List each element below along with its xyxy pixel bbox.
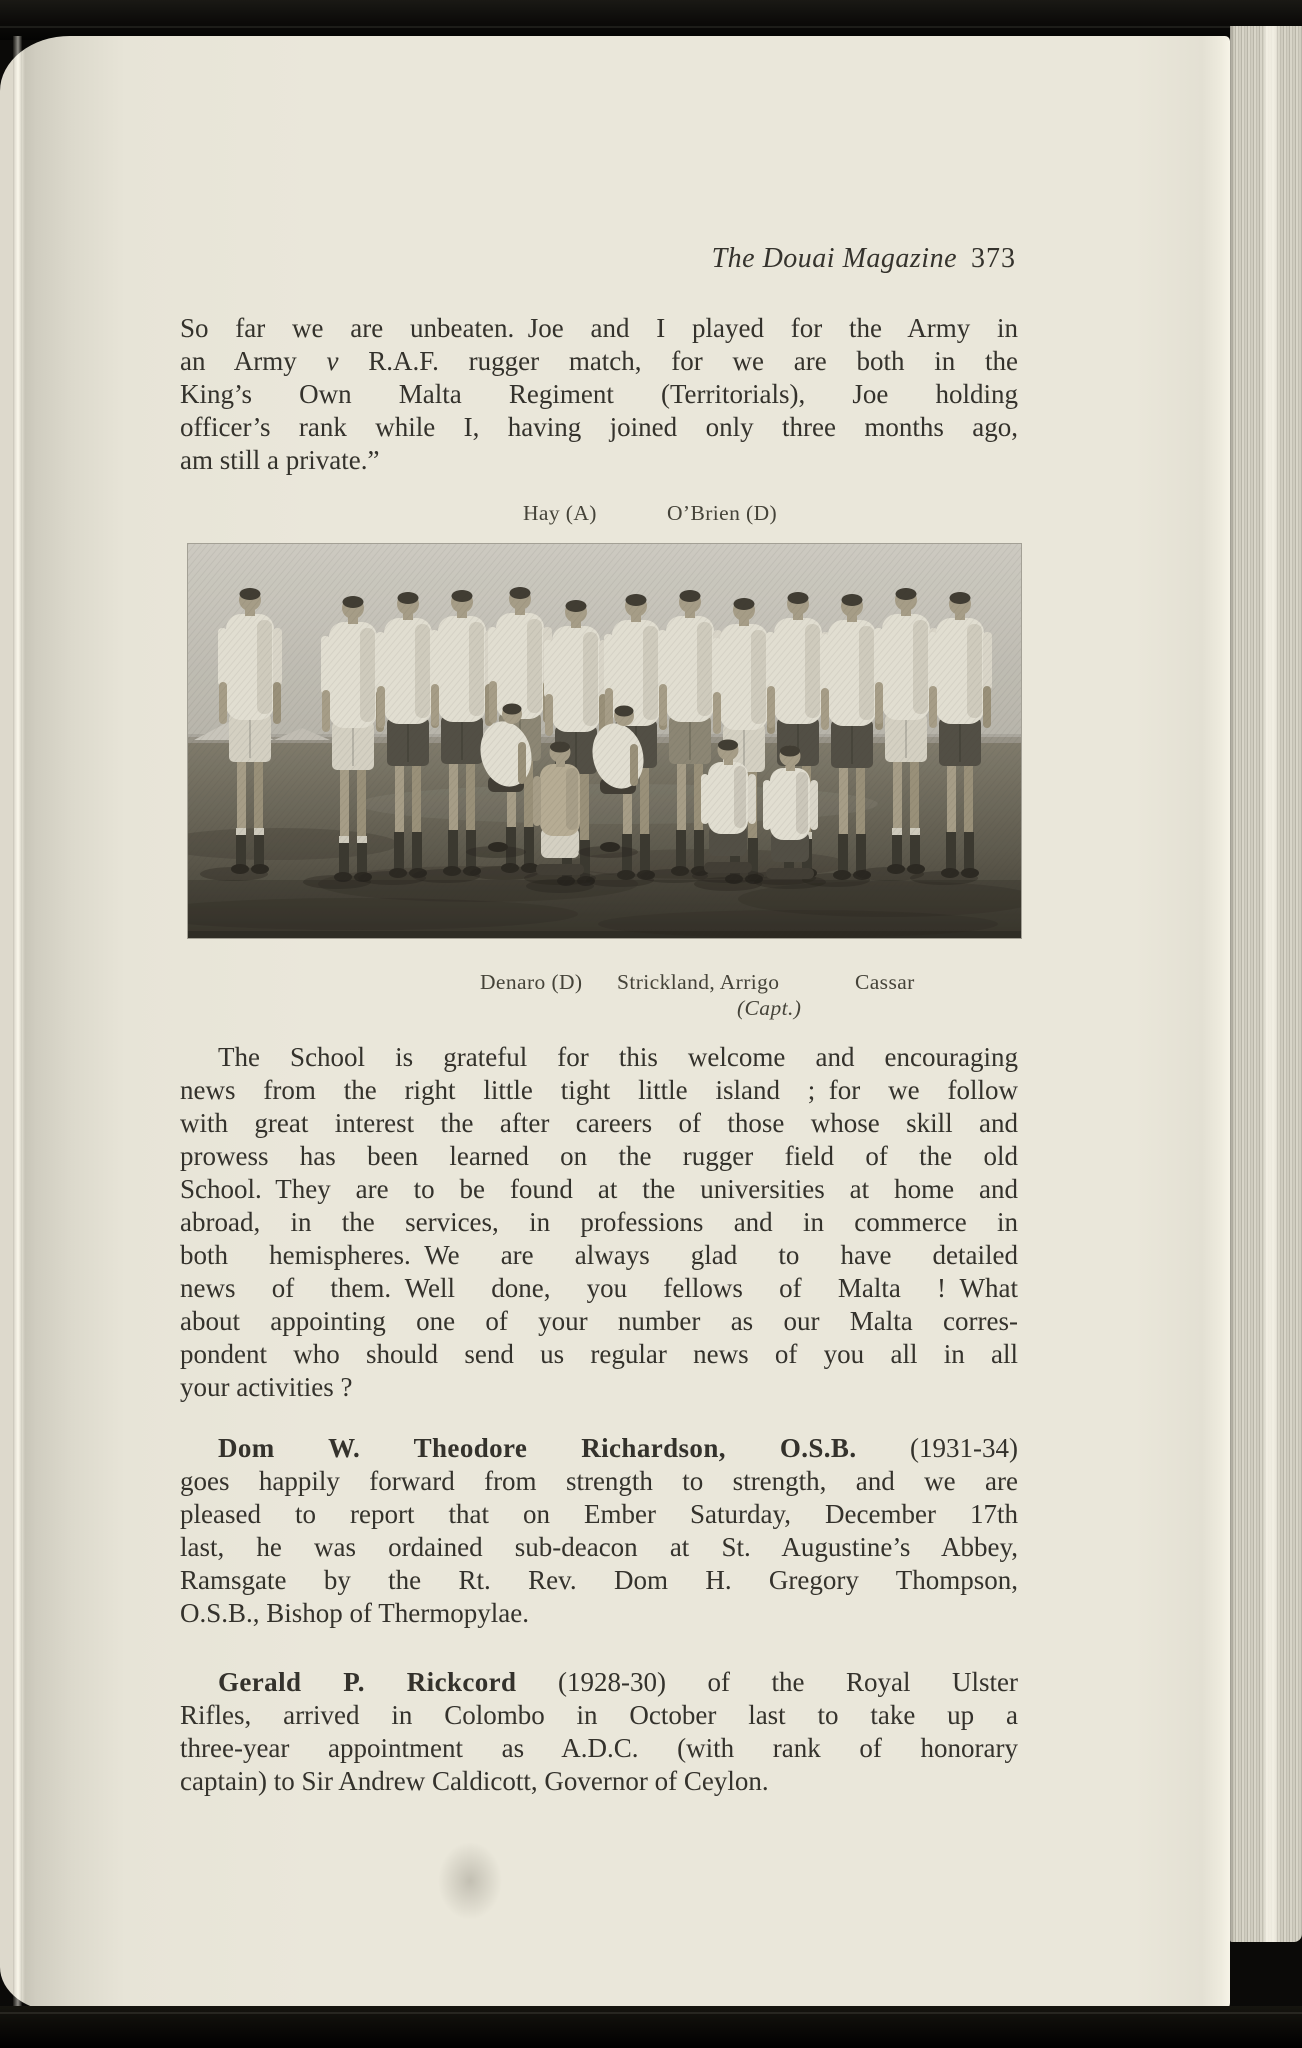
text-line: am still a private.” <box>180 445 380 475</box>
text-line: captain) to Sir Andrew Caldicott, Governor of Ceylon. <box>180 1766 769 1796</box>
text-line: three-year appointment as A.D.C. (with rank of honorary <box>180 1733 1018 1763</box>
text-line: pleased to report that on Ember Saturday, December 17th <box>180 1499 1018 1529</box>
text-line: School. They are to be found at the universities at home and <box>180 1174 1018 1204</box>
book-cover-bottom-edge <box>0 2006 1302 2048</box>
text-line: goes happily forward from strength to strength, and we are <box>180 1466 1018 1496</box>
text-line: The School is grateful for this welcome and encouraging <box>218 1042 1018 1072</box>
caption-player-hay: Hay (A) <box>523 501 597 525</box>
paragraph-rickcord <box>180 1666 1018 1798</box>
text-line: abroad, in the services, in professions and in commerce in <box>180 1207 1018 1237</box>
text-line: both hemispheres. We are always glad to have detailed <box>180 1240 1018 1270</box>
book-cover-top-edge <box>0 0 1302 40</box>
caption-player-denaro: Denaro (D) <box>480 970 583 994</box>
caption-player-cassar: Cassar <box>855 970 915 994</box>
text-line: an Army v R.A.F. rugger match, for we are both in the <box>180 346 1018 376</box>
text-line: prowess has been learned on the rugger field of the old <box>180 1141 1018 1171</box>
paragraph-richardson <box>180 1432 1018 1630</box>
text-line: news of them. Well done, you fellows of Malta ! What <box>180 1273 1018 1303</box>
caption-captain-note: (Capt.) <box>737 996 802 1020</box>
text-line: Gerald P. Rickcord (1928-30) of the Royal Ulster <box>218 1667 1019 1697</box>
text-line: with great interest the after careers of those whose skill and <box>180 1108 1018 1138</box>
page-number: 373 <box>971 243 1016 274</box>
running-header <box>180 242 1016 276</box>
text-line: news from the right little tight little island ; for we follow <box>180 1075 1018 1105</box>
text-line: Rifles, arrived in Colombo in October last to take up a <box>180 1700 1018 1730</box>
paragraph-letter-excerpt <box>180 312 1018 477</box>
text-line: Ramsgate by the Rt. Rev. Dom H. Gregory Thompson, <box>180 1565 1018 1595</box>
text-line: last, he was ordained sub-deacon at St. Augustine’s Abbey, <box>180 1532 1018 1562</box>
text-line: officer’s rank while I, having joined only three months ago, <box>180 412 1018 442</box>
fore-edge-page-stack <box>1230 26 1302 1942</box>
magazine-page <box>0 36 1230 2012</box>
paper-smudge <box>438 1842 502 1920</box>
caption-player-strickland-arrigo: Strickland, Arrigo <box>617 970 780 994</box>
text-line: O.S.B., Bishop of Thermopylae. <box>180 1598 529 1628</box>
text-line: your activities ? <box>180 1372 353 1402</box>
caption-player-obrien: O’Brien (D) <box>667 501 778 525</box>
team-photo <box>187 543 1022 939</box>
page-gutter-crease <box>13 36 22 2012</box>
text-line: So far we are unbeaten. Joe and I played for the Army in <box>180 313 1018 343</box>
paragraph-school-grateful <box>180 1041 1018 1404</box>
magazine-title: The Douai Magazine <box>711 243 957 274</box>
text-line: about appointing one of your number as our Malta corres- <box>180 1306 1018 1336</box>
text-line: King’s Own Malta Regiment (Territorials), Joe holding <box>180 379 1018 409</box>
text-line: Dom W. Theodore Richardson, O.S.B. (1931-34) <box>218 1433 1018 1463</box>
text-line: pondent who should send us regular news of you all in all <box>180 1339 1018 1369</box>
team-photo-illustration <box>188 544 1021 938</box>
